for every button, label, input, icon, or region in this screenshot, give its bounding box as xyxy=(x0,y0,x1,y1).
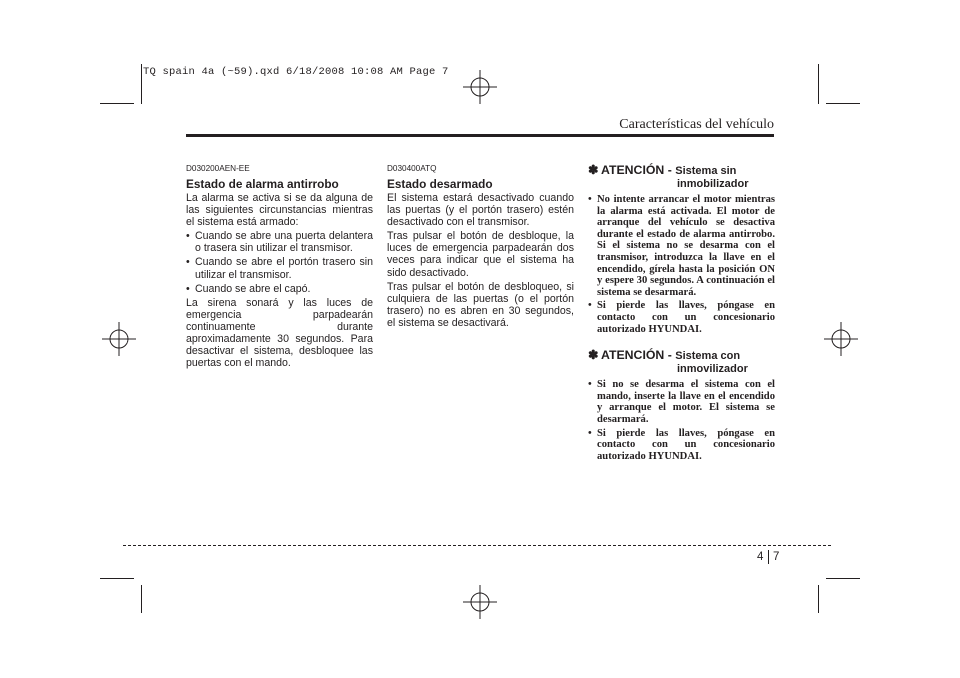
paragraph: Tras pulsar el botón de desbloque, la luces de emergencia parpadearán dos veces para indicar que el sistema ha sido desactivado. xyxy=(387,230,574,279)
section-code: D030200AEN-EE xyxy=(186,164,250,173)
registration-mark-icon xyxy=(824,322,858,356)
list-item: • No intente arrancar el motor mientras la alarma está activada. El motor de arranque del vehículo se desactiva durante el estado de alarma antirrobo. Si el sistema no se desarma con el transmisor, introduzca la llave en el encendido, gírela hasta la posición ON y espere 30 segundos. A continuación el sistema se desarmará. xyxy=(588,194,775,298)
paragraph: Tras pulsar el botón de desbloqueo, si culquiera de las puertas (o el portón trasero) no es abren en 30 segundos, el sistema se desactivará. xyxy=(387,280,574,329)
warning-list xyxy=(588,379,775,462)
crop-mark xyxy=(818,585,819,613)
list-item: • Cuando se abre el capó. xyxy=(186,283,373,295)
warning-subject: inmovilizador xyxy=(677,363,748,376)
warning-subject: Sistema con xyxy=(675,350,741,363)
asterisk-icon: ✽ xyxy=(588,348,599,363)
page-number: 7 xyxy=(773,551,780,563)
crop-mark xyxy=(100,103,134,104)
footer-rule xyxy=(123,545,831,546)
registration-mark-icon xyxy=(463,585,497,619)
bullet-list xyxy=(186,230,373,294)
warning-list xyxy=(588,194,775,335)
page-number-separator xyxy=(768,550,769,564)
section-heading: Estado de alarma antirrobo xyxy=(186,177,339,191)
column-disarmed-state xyxy=(387,164,574,331)
warning-label: ATENCIÓN - xyxy=(601,163,672,177)
list-item: • Si pierde las llaves, póngase en contacto con un concesionario autorizado HYUNDAI. xyxy=(588,300,775,335)
asterisk-icon: ✽ xyxy=(588,163,599,177)
section-code: D030400ATQ xyxy=(387,164,437,173)
warning-title xyxy=(588,164,775,191)
warning-title xyxy=(588,349,775,376)
registration-mark-icon xyxy=(463,70,497,104)
header-rule xyxy=(186,134,774,137)
list-item: • Si no se desarma el sistema con el mando, inserte la llave en el encendido y arranque el motor. El sistema se desarmará. xyxy=(588,379,775,425)
warning-subject: inmobilizador xyxy=(677,178,749,190)
section-heading: Estado desarmado xyxy=(387,177,493,191)
section-title: Características del vehículo xyxy=(619,117,774,132)
chapter-number: 4 xyxy=(757,551,764,563)
paragraph: El sistema estará desactivado cuando las puertas (y el portón trasero) estén desactivado con el transmisor. xyxy=(387,192,574,229)
crop-mark xyxy=(100,578,134,579)
file-header: TQ spain 4a (~59).qxd 6/18/2008 10:08 AM Page 7 xyxy=(143,66,449,78)
warning-subject: Sistema sin xyxy=(675,165,737,177)
column-warnings xyxy=(588,164,775,476)
list-item: • Si pierde las llaves, póngase en contacto con un concesionario autorizado HYUNDAI. xyxy=(588,428,775,463)
crop-mark xyxy=(818,64,819,104)
crop-mark xyxy=(141,585,142,613)
paragraph: La sirena sonará y las luces de emergencia parpadearán continuamente durante aproximadamente 30 segundos. Para desactivar el sistema, desbloquee las puertas con el mando. xyxy=(186,296,373,370)
list-item: • Cuando se abre el portón trasero sin utilizar el transmisor. xyxy=(186,256,373,280)
column-alarm-state xyxy=(186,164,373,371)
warning-label: ATENCIÓN - xyxy=(601,348,672,363)
crop-mark xyxy=(826,578,860,579)
crop-mark xyxy=(826,103,860,104)
crop-mark xyxy=(141,64,142,104)
registration-mark-icon xyxy=(102,322,136,356)
list-item: • Cuando se abre una puerta delantera o trasera sin utilizar el transmisor. xyxy=(186,230,373,254)
paragraph: La alarma se activa si se da alguna de las siguientes circunstancias mientras el sistema está armado: xyxy=(186,192,373,229)
